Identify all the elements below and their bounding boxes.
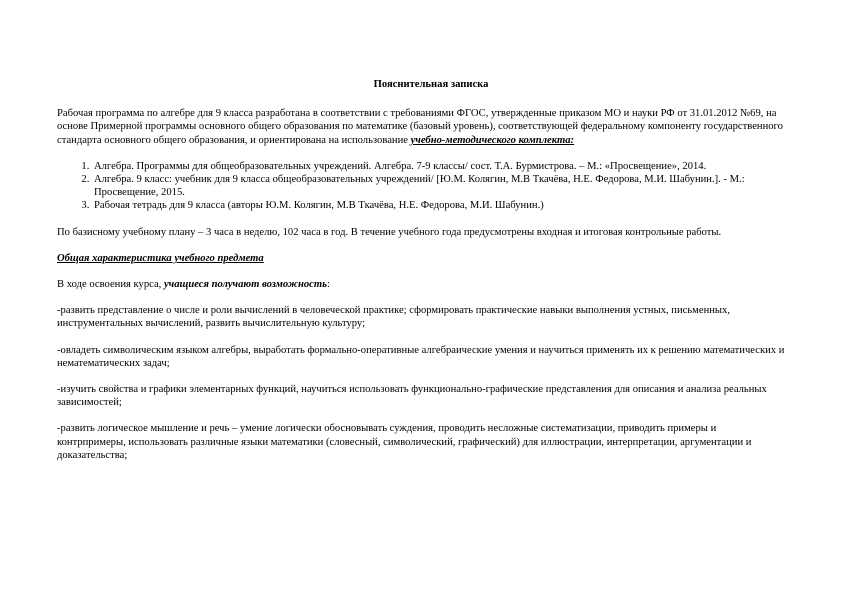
goal-paragraph: -развить логическое мышление и речь – умение логически обосновывать суждения, проводить несложные систематизации, приводить примеры и контрпримеры, использовать различные языки математики (словесный, символический, графический) для иллюстрации, интерпретации, аргументации и доказательства; (57, 423, 752, 461)
intro-text: Рабочая программа по алгебре для 9 класса разработана в соответствии с требованиями ФГОС, утвержденные приказом МО и науки РФ от 31.01.2012 №69, на основе Примерной программы основного общего образования по математике (базовый уровень), соответствующей федеральному компоненту государственного стандарта основного общего образования, и ориентирована на использование (57, 108, 783, 146)
intro-emphasis: учебно-методического комплекта: (410, 134, 575, 146)
kit-list-item: 1. Алгебра. Программы для общеобразовательных учреждений. Алгебра. 7-9 классы/ сост. Т.А. Бурмистрова. – М.: «Просвещение», 2014. (92, 160, 787, 173)
course-intro-paragraph (57, 278, 787, 291)
course-intro-text: В ходе освоения курса, (57, 279, 164, 291)
goal-paragraph: -изучить свойства и графики элементарных функций, научиться использовать функционально-графические представления для описания и анализа реальных зависимостей; (57, 384, 767, 409)
kit-list-item: 2. Алгебра. 9 класс: учебник для 9 класса общеобразовательных учреждений/ [Ю.М. Колягин, М.В Ткачёва, Н.Е. Федорова, М.И. Шабунин.]. - М.: Просвещение, 2015. (92, 173, 787, 199)
document-page (57, 78, 787, 475)
goal-paragraph: -овладеть символическим языком алгебры, выработать формально-оперативные алгебраические умения и научиться применять их к решению математических и нематематических задач; (57, 344, 785, 369)
hours-paragraph: По базисному учебному плану – 3 часа в неделю, 102 часа в год. В течение учебного года предусмотрены входная и итоговая контрольные работы. (57, 226, 722, 238)
kit-list-item: 3. Рабочая тетрадь для 9 класса (авторы Ю.М. Колягин, М.В Ткачёва, Н.Е. Федорова, М.И. Шабунин.) (92, 199, 787, 212)
course-intro-tail: : (326, 279, 330, 291)
document-title: Пояснительная записка (373, 79, 489, 90)
goal-paragraph: -развить представление о числе и роли вычислений в человеческой практике; сформировать практические навыки выполнения устных, письменных, инструментальных вычислений, развить вычислительную культуру; (57, 305, 730, 330)
course-intro-emphasis: учащиеся получают возможность (163, 279, 327, 291)
kit-list (57, 160, 787, 213)
intro-paragraph (57, 107, 787, 147)
section-heading: Общая характеристика учебного предмета (57, 252, 264, 264)
